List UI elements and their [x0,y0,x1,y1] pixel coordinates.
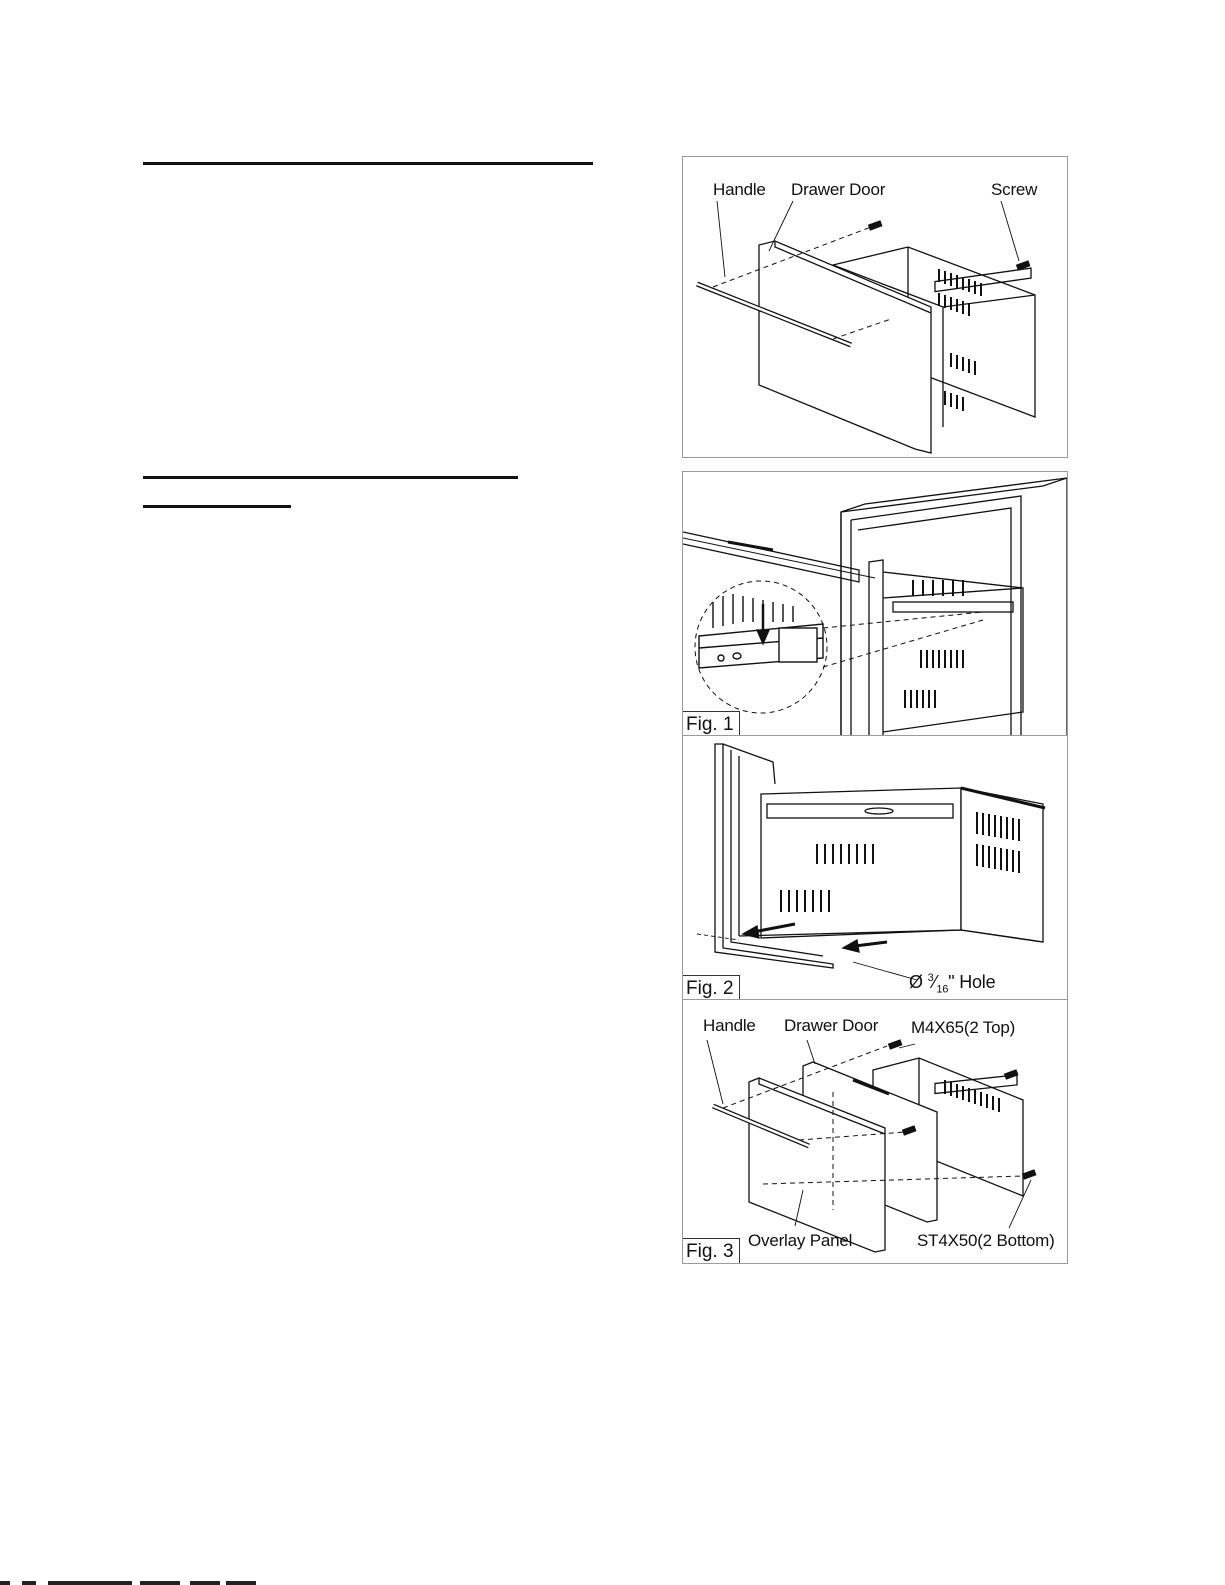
hole-fraction-denominator: 16 [936,983,949,996]
fig-3-drawing [683,1000,1067,1263]
hole-size-label: Ø $^3⁄_{16}$" Hole [909,972,996,996]
fig-1-drawing [683,472,1067,736]
heading-rule-3 [143,505,291,508]
heading-rule-2 [143,476,518,479]
drawer-door-label: Drawer Door [791,180,886,199]
footer-fragment [140,1581,180,1585]
hole-suffix: " Hole [948,972,996,992]
fig-3-diagram [682,999,1068,1264]
fig-1-diagram [682,471,1068,737]
footer-fragment [22,1581,36,1585]
fig-3-drawer-door-label: Drawer Door [784,1016,879,1035]
cropped-footer-text [0,1580,260,1585]
fig-3-label: Fig. 3 [683,1238,740,1263]
fig-2-diagram [682,735,1068,1001]
overlay-panel-label: Overlay Panel [748,1231,853,1250]
footer-fragment [0,1581,10,1585]
heading-rule-1 [143,162,593,165]
footer-fragment [48,1581,132,1585]
top-screws-label: M4X65(2 Top) [911,1018,1016,1037]
handle-label: Handle [713,180,766,199]
fig-2-drawing [683,736,1067,1000]
fig-1-label: Fig. 1 [683,711,740,736]
fig-3-handle-label: Handle [703,1016,756,1035]
hole-fraction-numerator: 3 [927,972,934,984]
bottom-screws-label: ST4X50(2 Bottom) [917,1231,1055,1250]
handle-install-drawing [683,157,1067,457]
diameter-symbol: Ø [909,972,923,992]
footer-fragment [226,1581,256,1585]
handle-install-diagram [682,156,1068,458]
footer-fragment [190,1581,220,1585]
screw-label: Screw [991,180,1038,199]
fig-2-label: Fig. 2 [683,975,740,1000]
